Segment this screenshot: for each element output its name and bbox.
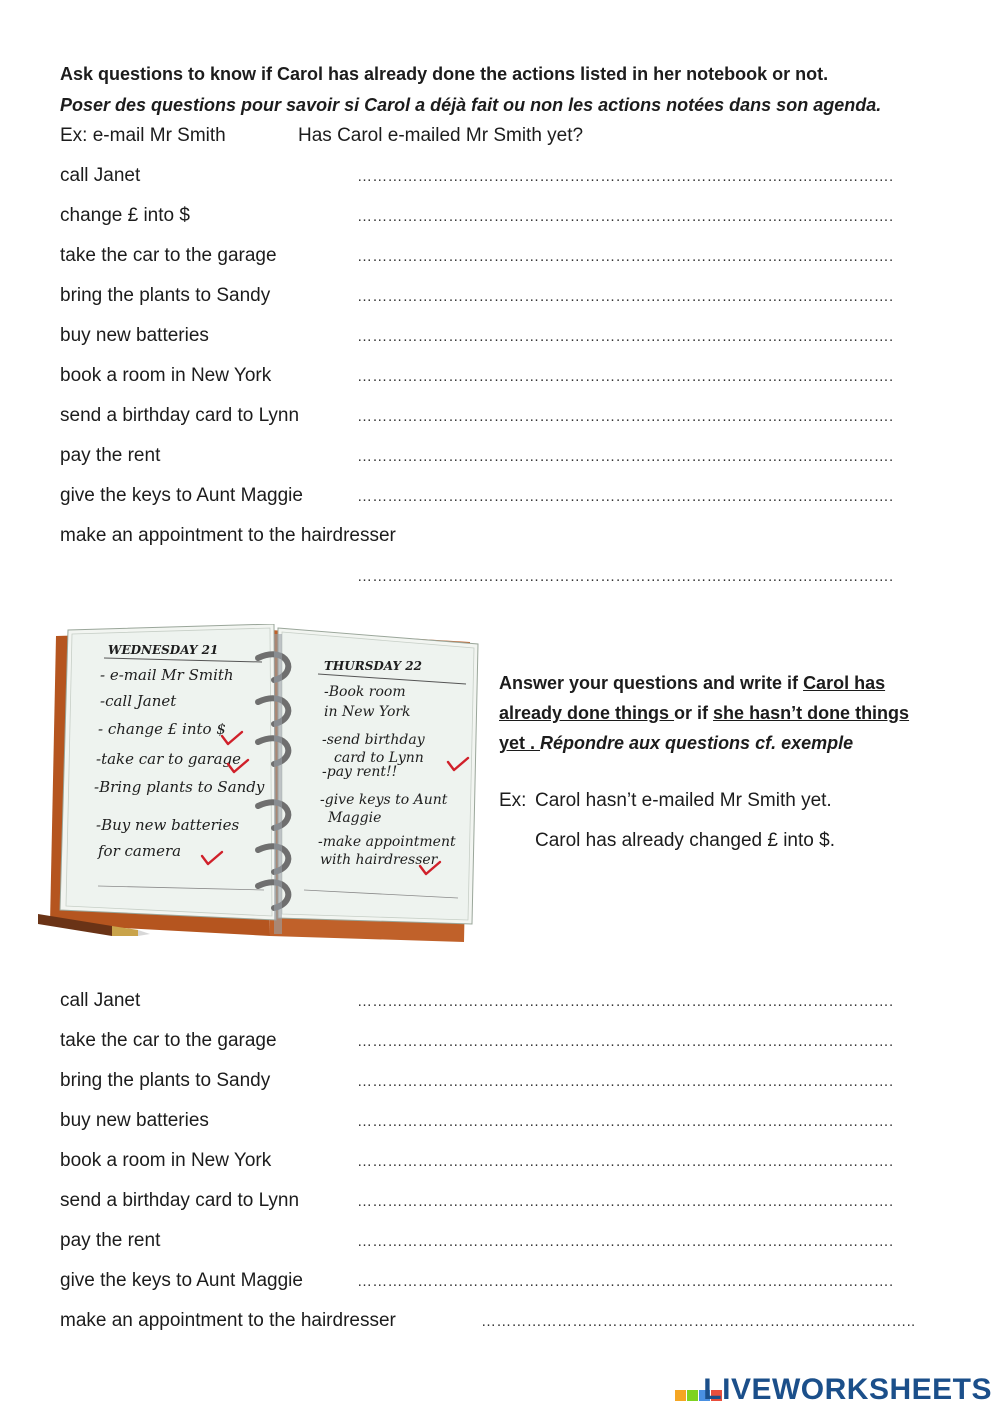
question-answer-line[interactable]: …………………………………………………………………………………………….	[357, 328, 894, 345]
notebook-entry: for camera	[98, 842, 182, 860]
notebook-entry: card to Lynn	[334, 750, 424, 766]
question-answer-line[interactable]: …………………………………………………………………………………………….	[357, 408, 894, 425]
answer-line[interactable]: …………………………………………………………………………………………….	[357, 1193, 894, 1210]
question-item: give the keys to Aunt Maggie	[60, 485, 303, 506]
logo-mark-icon	[675, 1376, 699, 1400]
notebook-entry: -Book room	[324, 684, 406, 700]
notebook-entry: -call Janet	[100, 692, 177, 710]
notebook-entry: -take car to garage	[96, 750, 242, 768]
answer-item: book a room in New York	[60, 1150, 272, 1171]
answer-instructions-french: Répondre aux questions cf. exemple	[540, 733, 854, 753]
answer-line[interactable]: …………………………………………………………………………………………….	[357, 993, 894, 1010]
answer-instructions-underline: Carol has already done things	[499, 673, 886, 723]
instruction-english: Ask questions to know if Carol has already done the actions listed in her notebook or not.	[60, 64, 829, 84]
example-prompt: Ex: e-mail Mr Smith	[60, 125, 226, 146]
question-answer-line[interactable]: …………………………………………………………………………………………….	[357, 288, 894, 305]
answer-line[interactable]: …………………………………………………………………………………………….	[357, 1273, 894, 1290]
notebook-entry: -give keys to Aunt	[320, 792, 448, 808]
answer-example-line: Carol hasn’t e-mailed Mr Smith yet.	[535, 790, 832, 811]
answer-example-label: Ex:	[499, 790, 527, 811]
question-item: make an appointment to the hairdresser	[60, 525, 396, 546]
question-answer-line[interactable]: …………………………………………………………………………………………….	[357, 368, 894, 385]
notebook-entry: -send birthday	[322, 732, 425, 748]
question-item: change £ into $	[60, 205, 190, 226]
question-answer-line[interactable]: …………………………………………………………………………………………….	[357, 488, 894, 505]
answer-instructions	[499, 668, 939, 758]
notebook-day-right: THURSDAY 22	[324, 659, 422, 673]
answer-item: buy new batteries	[60, 1110, 209, 1131]
notebook-entry: -Bring plants to Sandy	[94, 778, 265, 796]
answer-item: take the car to the garage	[60, 1030, 277, 1051]
answer-line[interactable]: …………………………………………………………………………..	[481, 1313, 916, 1330]
answer-item: make an appointment to the hairdresser	[60, 1310, 396, 1331]
question-answer-line[interactable]: …………………………………………………………………………………………….	[357, 248, 894, 265]
question-item: buy new batteries	[60, 325, 209, 346]
question-answer-line[interactable]: …………………………………………………………………………………………….	[357, 568, 894, 585]
answer-instructions-underline: she hasn’t done things yet .	[499, 703, 910, 753]
answer-item: call Janet	[60, 990, 141, 1011]
answer-item: pay the rent	[60, 1230, 161, 1251]
notebook-illustration	[38, 624, 482, 944]
example-answer: Has Carol e-mailed Mr Smith yet?	[298, 125, 584, 146]
notebook-entry: in New York	[324, 704, 411, 720]
notebook-day-left: WEDNESDAY 21	[108, 643, 219, 657]
notebook-entry: - e-mail Mr Smith	[100, 666, 234, 684]
question-answer-line[interactable]: …………………………………………………………………………………………….	[357, 168, 894, 185]
question-item: send a birthday card to Lynn	[60, 405, 300, 426]
notebook-entry: - change £ into $	[98, 720, 226, 738]
logo-text: LIVEWORKSHEETS	[703, 1373, 992, 1406]
notebook-entry: -pay rent!!	[322, 764, 398, 780]
notebook-entry: -make appointment	[318, 834, 456, 850]
answer-line[interactable]: …………………………………………………………………………………………….	[357, 1073, 894, 1090]
notebook-entry: Maggie	[328, 810, 382, 826]
notebook-entry: with hairdresser	[320, 852, 438, 868]
answer-line[interactable]: …………………………………………………………………………………………….	[357, 1153, 894, 1170]
answer-item: bring the plants to Sandy	[60, 1070, 271, 1091]
answer-line[interactable]: …………………………………………………………………………………………….	[357, 1033, 894, 1050]
answer-item: give the keys to Aunt Maggie	[60, 1270, 303, 1291]
liveworksheets-logo	[675, 1373, 992, 1407]
answer-line[interactable]: …………………………………………………………………………………………….	[357, 1113, 894, 1130]
answer-example-line: Carol has already changed £ into $.	[535, 830, 835, 851]
question-item: call Janet	[60, 165, 141, 186]
notebook-entry: -Buy new batteries	[96, 816, 240, 834]
question-item: bring the plants to Sandy	[60, 285, 271, 306]
answer-instructions-text: Answer your questions and write if	[499, 673, 804, 693]
answer-line[interactable]: …………………………………………………………………………………………….	[357, 1233, 894, 1250]
answer-instructions-text: or if	[674, 703, 714, 723]
question-item: take the car to the garage	[60, 245, 277, 266]
instruction-french: Poser des questions pour savoir si Carol a déjà fait ou non les actions notées dans son agenda.	[60, 95, 882, 115]
answer-item: send a birthday card to Lynn	[60, 1190, 300, 1211]
question-item: book a room in New York	[60, 365, 272, 386]
question-answer-line[interactable]: …………………………………………………………………………………………….	[357, 208, 894, 225]
question-item: pay the rent	[60, 445, 161, 466]
question-answer-line[interactable]: …………………………………………………………………………………………….	[357, 448, 894, 465]
